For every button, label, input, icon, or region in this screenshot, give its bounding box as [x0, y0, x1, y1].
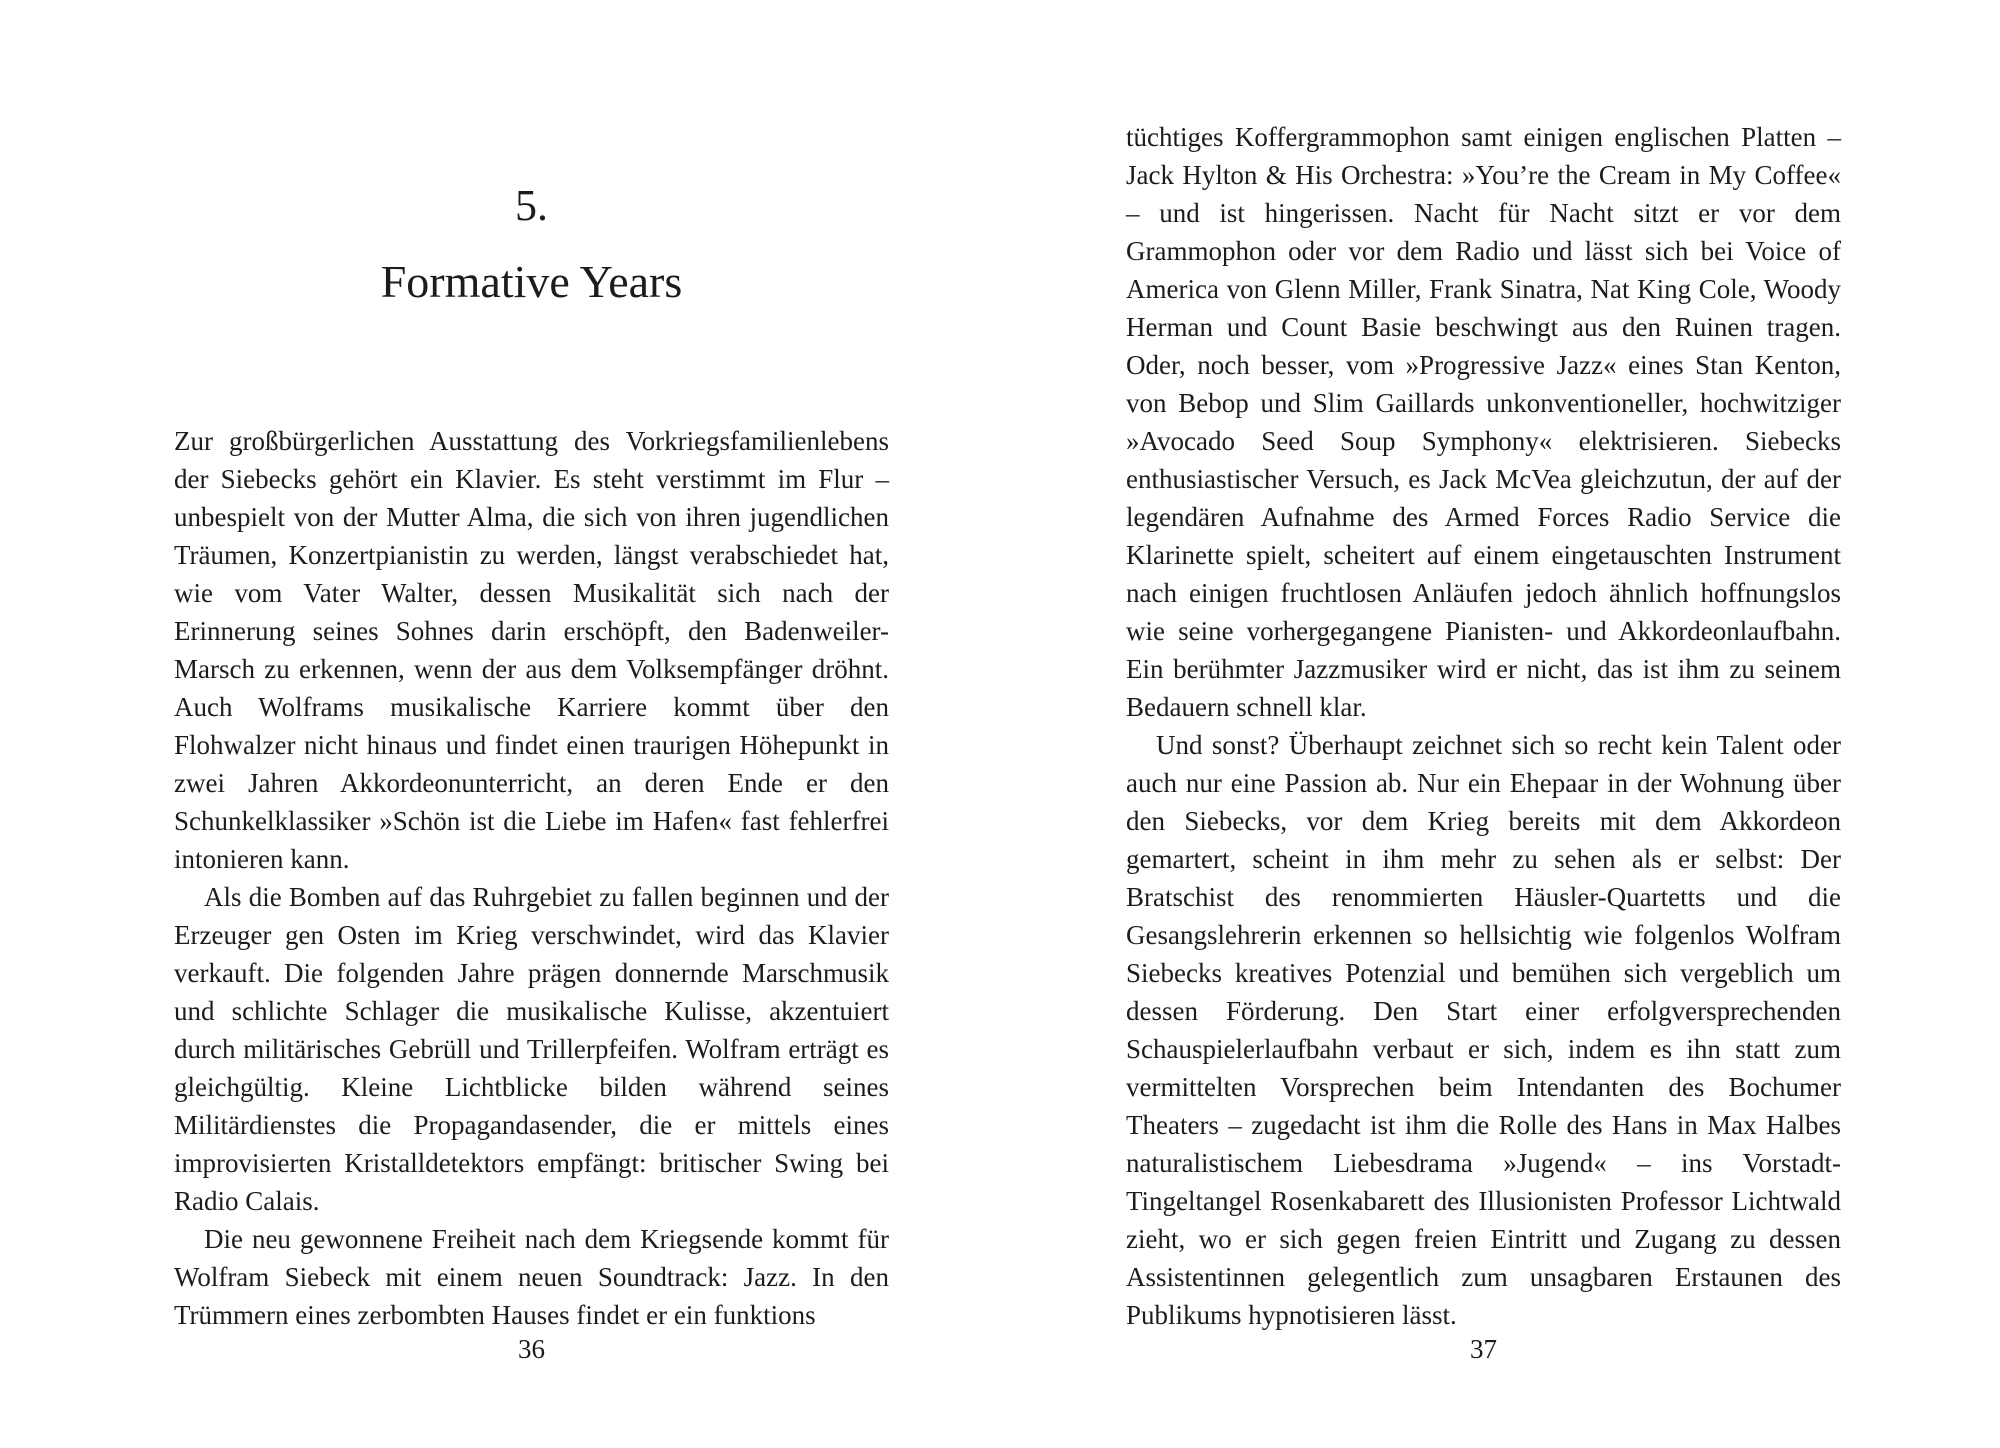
chapter-number: 5. — [515, 181, 548, 230]
left-page — [0, 0, 960, 1448]
page-number: 36 — [518, 1334, 545, 1364]
page-number: 37 — [1470, 1334, 1497, 1364]
paragraph: Als die Bomben auf das Ruhrgebiet zu fallen beginnen und der Erzeuger gen Osten im Krieg verschwindet, wird das Klavier verkauft. Die folgenden Jahre prägen donnernde Marschmusik und schlichte Schlager die musikalische Kulisse, akzentuiert durch militärisches Gebrüll und Trillerpfeifen. Wolfram erträgt es gleichgültig. Kleine Lichtblicke bilden während seines Militärdienstes die Propagandasender, die er mittels eines improvisierten Kristalldetektors empfängt: britischer Swing bei Radio Calais. — [174, 882, 889, 1216]
left-page-body — [174, 422, 889, 1334]
paragraph: Zur großbürgerlichen Ausstattung des Vorkriegsfamilienlebens der Siebecks gehört ein Klavier. Es steht verstimmt im Flur – unbespielt von der Mutter Alma, die sich von ihren jugendlichen Träumen, Konzertpianistin zu werden, längst verabschiedet hat, wie vom Vater Walter, dessen Musikalität sich nach der Erinnerung seines Sohnes darin erschöpft, den Badenweiler-Marsch zu erkennen, wenn der aus dem Volksempfänger dröhnt. Auch Wolframs musikalische Karriere kommt über den Flohwalzer nicht hinaus und findet einen traurigen Höhepunkt in zwei Jahren Akkordeonunterricht, an deren Ende er den Schunkelklassiker »Schön ist die Liebe im Hafen« fast fehlerfrei intonieren kann. — [174, 426, 889, 874]
right-page-body — [1126, 118, 1841, 1334]
paragraph: Die neu gewonnene Freiheit nach dem Kriegsende kommt für Wolfram Siebeck mit einem neuen Soundtrack: Jazz. In den Trümmern eines zerbombten Hauses findet er ein funktions — [174, 1224, 889, 1330]
paragraph: tüchtiges Koffergrammophon samt einigen englischen Platten – Jack Hylton & His Orchestra: »You’re the Cream in My Coffee« – und ist hingerissen. Nacht für Nacht sitzt er vor dem Grammophon oder vor dem Radio und lässt sich bei Voice of America von Glenn Miller, Frank Sinatra, Nat King Cole, Woody Herman und Count Basie beschwingt aus den Ruinen tragen. Oder, noch besser, vom »Progressive Jazz« eines Stan Kenton, von Bebop und Slim Gaillards unkonventioneller, hochwitziger »Avocado Seed Soup Symphony« elektrisieren. Siebecks enthusiastischer Versuch, es Jack McVea gleichzutun, der auf der legendären Aufnahme des Armed Forces Radio Service die Klarinette spielt, scheitert auf einem eingetauschten Instrument nach einigen fruchtlosen Anläufen jedoch ähnlich hoffnungslos wie seine vorhergegangene Pianisten- und Akkordeonlaufbahn. Ein berühmter Jazzmusiker wird er nicht, das ist ihm zu seinem Bedauern schnell klar. — [1126, 122, 1841, 722]
right-page — [1000, 0, 1960, 1448]
chapter-title: Formative Years — [380, 256, 683, 307]
paragraph: Und sonst? Überhaupt zeichnet sich so recht kein Talent oder auch nur eine Passion ab. Nur ein Ehepaar in der Wohnung über den Siebecks, vor dem Krieg bereits mit dem Akkordeon gemartert, scheint in ihm mehr zu sehen als er selbst: Der Bratschist des renommierten Häusler-Quartetts und die Gesangslehrerin erkennen so hellsichtig wie folgenlos Wolfram Siebecks kreatives Potenzial und bemühen sich vergeblich um dessen Förderung. Den Start einer erfolgversprechenden Schauspielerlaufbahn verbaut er sich, indem es ihn statt zum vermittelten Vorsprechen beim Intendanten des Bochumer Theaters – zugedacht ist ihm die Rolle des Hans in Max Halbes naturalistischem Liebesdrama »Jugend« – ins Vorstadt-Tingeltangel Rosenkabarett des Illusionisten Professor Lichtwald zieht, wo er sich gegen freien Eintritt und Zugang zu dessen Assistentinnen gelegentlich zum unsagbaren Erstaunen des Publikums hypnotisieren lässt. — [1126, 730, 1841, 1330]
